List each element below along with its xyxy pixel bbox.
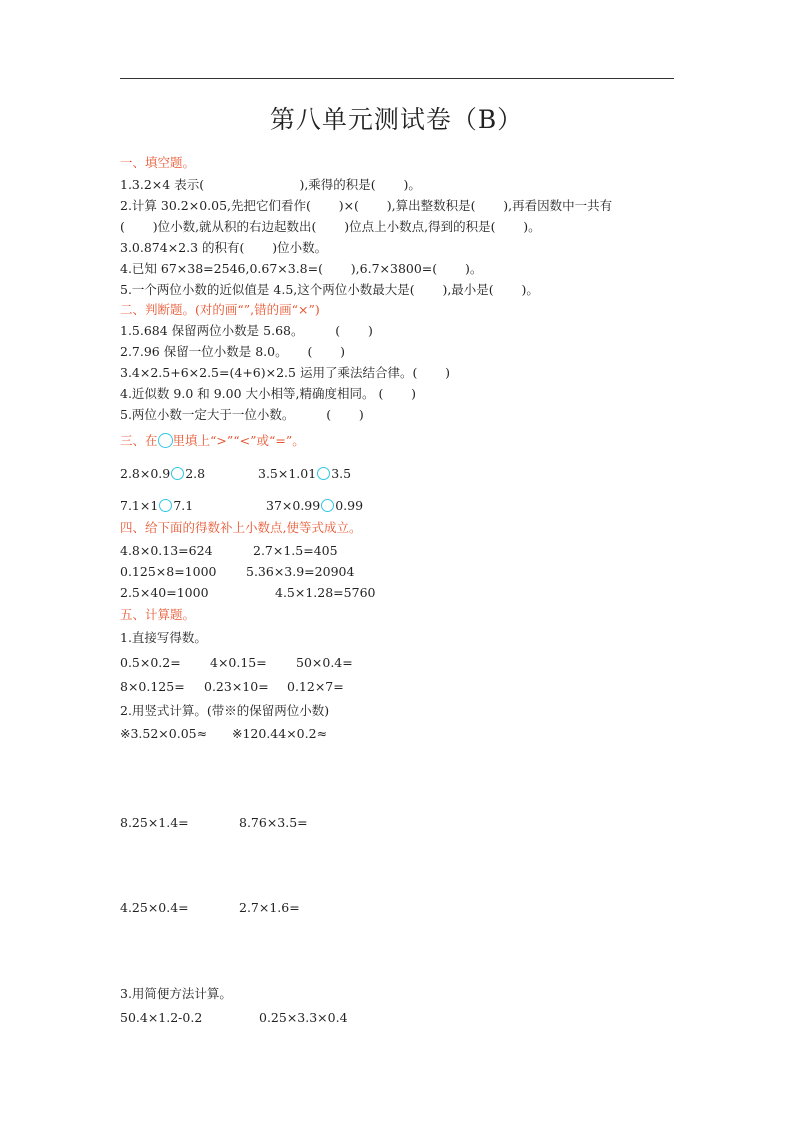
s4-r1b: 2.7×1.5=405	[253, 543, 338, 558]
compare-circle[interactable]	[159, 499, 172, 512]
section-4-heading: 四、给下面的得数补上小数点,使等式成立。	[120, 520, 362, 535]
s3-r1a-left: 2.8×0.9	[120, 466, 171, 481]
s4-r2a: 0.125×8=1000	[120, 564, 217, 579]
s4-r3b: 4.5×1.28=5760	[275, 585, 376, 600]
s1-q4: 4.已知 67×38=2546,0.67×3.8=( ),6.7×3800=( )。	[120, 261, 483, 276]
s5-part2: 2.用竖式计算。(带※的保留两位小数)	[120, 703, 330, 718]
s5-p1r2-c: 0.12×7=	[287, 679, 344, 694]
s1-q1: 1.3.2×4 表示( ),乘得的积是( )。	[120, 177, 421, 192]
s2-q4: 4.近似数 9.0 和 9.00 大小相等,精确度相同。 ( )	[120, 386, 417, 401]
s3-r2b-left: 37×0.99	[266, 498, 321, 513]
s5-p1r2-a: 8×0.125=	[120, 679, 185, 694]
s4-r2b: 5.36×3.9=20904	[246, 564, 355, 579]
section-3-heading	[120, 433, 305, 449]
compare-circle[interactable]	[317, 467, 330, 480]
circle-icon	[158, 433, 173, 448]
s5-p3r1-b: 0.25×3.3×0.4	[259, 1010, 348, 1025]
s3-r2a-left: 7.1×1	[120, 498, 159, 513]
s3-r1b-left: 3.5×1.01	[258, 466, 317, 481]
s3-r1b-right: 3.5	[331, 466, 352, 481]
s5-p2r3-b: 2.7×1.6=	[239, 900, 300, 915]
s5-p3r1-a: 50.4×1.2-0.2	[120, 1010, 203, 1025]
section-3-heading-pre: 三、在	[120, 433, 158, 448]
s1-q2b: ( )位小数,就从积的右边起数出( )位点上小数点,得到的积是( )。	[120, 219, 541, 234]
s5-p1r2-b: 0.23×10=	[204, 679, 269, 694]
section-2-heading-post: ”,错的画“×”)	[243, 302, 320, 317]
s5-p1r1-a: 0.5×0.2=	[120, 655, 181, 670]
s5-p1r1-b: 4×0.15=	[210, 655, 267, 670]
s2-q1: 1.5.684 保留两位小数是 5.68。 ( )	[120, 323, 373, 338]
section-2-heading	[120, 302, 320, 318]
s3-r1a-right: 2.8	[185, 466, 206, 481]
s5-p2r1-b: ※120.44×0.2≈	[232, 726, 328, 741]
s3-r2a-right: 7.1	[173, 498, 194, 513]
s5-p2r1-a: ※3.52×0.05≈	[120, 726, 208, 741]
s2-q5: 5.两位小数一定大于一位小数。 ( )	[120, 407, 364, 422]
section-3-heading-post: 里填上“>”“<”或“=”。	[172, 433, 305, 448]
s5-p1r1-c: 50×0.4=	[296, 655, 353, 670]
section-1-heading: 一、填空题。	[120, 155, 196, 170]
s2-q3: 3.4×2.5+6×2.5=(4+6)×2.5 运用了乘法结合律。( )	[120, 365, 451, 380]
s2-q2: 2.7.96 保留一位小数是 8.0。 ( )	[120, 344, 346, 359]
s5-p2r3-a: 4.25×0.4=	[120, 900, 189, 915]
s3-row1b	[258, 466, 351, 482]
s3-row2b	[266, 498, 363, 514]
section-2-heading-pre: 二、判断题。(对的画“	[120, 302, 244, 317]
s3-row1a	[120, 466, 205, 482]
s5-p2r2-a: 8.25×1.4=	[120, 815, 189, 830]
s5-part1: 1.直接写得数。	[120, 630, 207, 645]
s5-p2r2-b: 8.76×3.5=	[239, 815, 308, 830]
s1-q2a: 2.计算 30.2×0.05,先把它们看作( )×( ),算出整数积是( ),再看因数中一共有	[120, 198, 613, 213]
s3-r2b-right: 0.99	[335, 498, 364, 513]
s1-q3: 3.0.874×2.3 的积有( )位小数。	[120, 240, 328, 255]
s1-q5: 5.一个两位小数的近似值是 4.5,这个两位小数最大是( ),最小是( )。	[120, 282, 539, 297]
header-rule	[120, 78, 674, 79]
s3-row2a	[120, 498, 193, 514]
compare-circle[interactable]	[171, 467, 184, 480]
s5-part3: 3.用简便方法计算。	[120, 986, 232, 1001]
compare-circle[interactable]	[321, 499, 334, 512]
page-title: 第八单元测试卷（B）	[269, 105, 524, 134]
section-5-heading: 五、计算题。	[120, 607, 196, 622]
s4-r1a: 4.8×0.13=624	[120, 543, 213, 558]
s4-r3a: 2.5×40=1000	[120, 585, 209, 600]
